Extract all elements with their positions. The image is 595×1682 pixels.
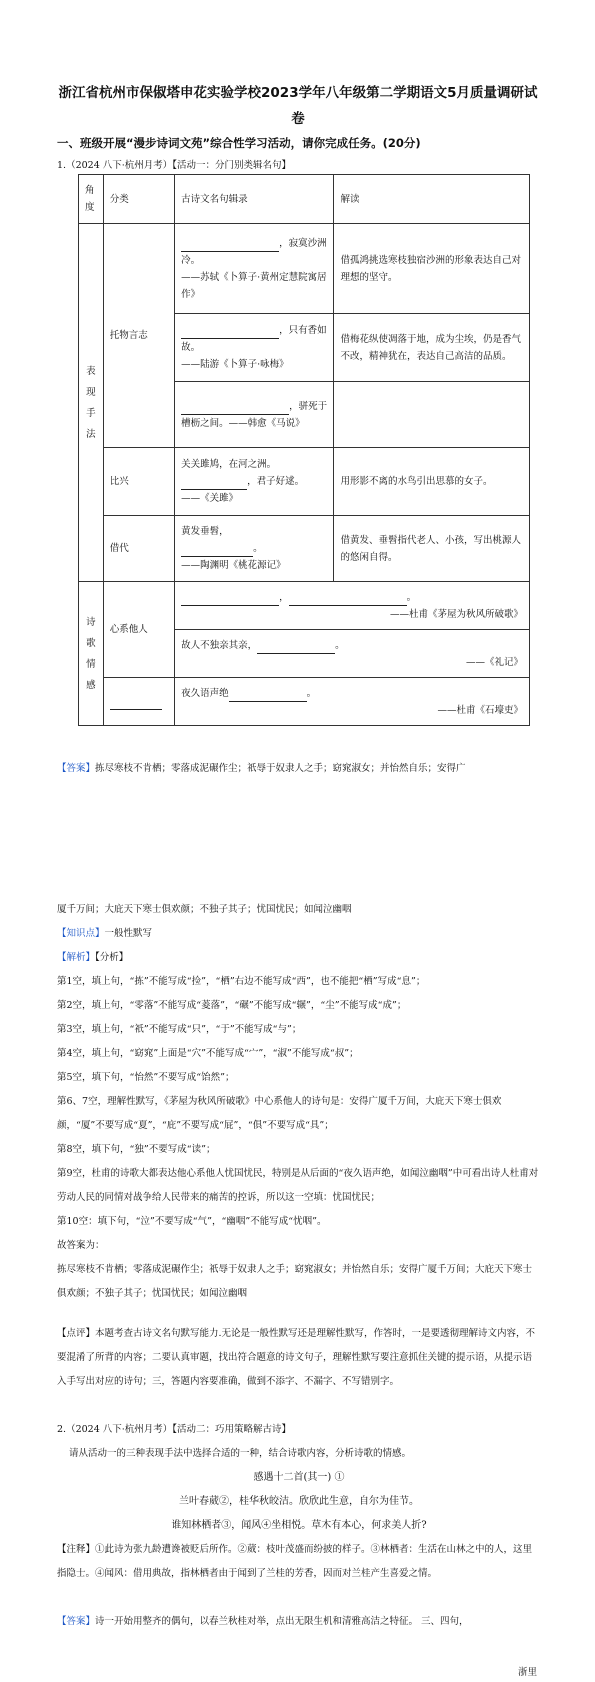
question-1-label: 1.（2024 八下·杭州月考）【活动一：分门别类辑名句】: [57, 160, 292, 171]
quote-2-text: ，只有香如故。: [181, 325, 327, 353]
table-row: [79, 516, 530, 582]
quote-6-end: 。: [406, 591, 417, 603]
poem-title: 感遇十二首(其一) ①: [253, 1472, 345, 1483]
vertical-char: 现: [86, 386, 96, 398]
analysis-line: 第2空，填上句，“零落”不能写成“菱落”，“碾”不能写成“辗”，“尘”不能写成“成”；: [57, 1000, 407, 1011]
quote-4-text: ，君子好逑。: [247, 476, 305, 487]
quote-8-text: 夜久语声绝: [181, 687, 229, 699]
table-row: [79, 582, 530, 630]
analysis-line: 故答案为：: [57, 1240, 105, 1251]
quote-5-text: 。: [253, 543, 263, 554]
answer-text: 拣尽寒枝不肯栖；零落成泥碾作尘；祇辱于奴隶人之手；窈窕淑女；并怡然自乐；安得广: [95, 763, 466, 774]
group-emotion: [79, 582, 104, 726]
analysis-line: 第3空，填上句，“祇”不能写成“只”，“于”不能写成“与”；: [57, 1024, 302, 1035]
vertical-char: 感: [86, 679, 96, 691]
analysis-sub: 【分析】: [95, 952, 129, 963]
quote-cell-1: [175, 224, 334, 314]
header-category: 分类: [103, 175, 174, 224]
blank-9[interactable]: [110, 697, 162, 710]
vertical-char: 手: [86, 407, 96, 419]
blank-1[interactable]: [181, 239, 279, 252]
comment-paragraph: 【点评】本题考查古诗文名句默写能力.无论是一般性默写还是理解性默写，作答时，一是要透彻理解诗文内容，不要混淆了所背的内容；二要认真审题，找出符合题意的诗文句子，理解性默写要注意抓住关键的提示语，从提示语入手写出对应的诗句；三，答题内容要准确，做到不添字、不漏字、不写错别字。: [57, 1328, 536, 1387]
vertical-char: 歌: [86, 637, 96, 649]
poem-line-1: 兰叶春葳②，桂华秋皎洁。欣欣此生意，自尔为佳节。: [179, 1496, 419, 1507]
category-jiedai: 借代: [103, 516, 174, 582]
page-footer: 浙里: [517, 1667, 537, 1678]
quote-6-source: ——杜甫《茅屋为秋风所破歌》: [389, 608, 523, 620]
blank-7[interactable]: [289, 593, 407, 606]
quote-cell-7: [175, 630, 530, 678]
quote-cell-8: [175, 678, 530, 726]
blank-10[interactable]: [229, 689, 307, 702]
quote-7-source: ——《礼记》: [465, 656, 523, 668]
vertical-char: 诗: [86, 616, 96, 628]
category-xinxi: 心系他人: [103, 582, 174, 678]
poem-line-2: 谁知林栖者③，闻风④坐相悦。草木有本心，何求美人折?: [171, 1520, 427, 1531]
poem-notes: 【注释】①此诗为张九龄遭谗被贬后所作。②葳：枝叶茂盛而纷披的样子。③林栖者：生活在山林之中的人，这里指隐士。④闻风：借用典故，指林栖者由于闻到了兰桂的芳香，因而对兰桂产生喜爱之情。: [57, 1544, 533, 1579]
category-tuowu: 托物言志: [103, 224, 174, 448]
quote-cell-4: [175, 448, 334, 516]
quote-6-sep: ，: [279, 591, 289, 603]
analysis-line: 第4空，填上句，“窈窕”上面是“穴”不能写成“宀”，“淑”不能写成“叔”；: [57, 1048, 359, 1059]
quote-7-text: 故人不独亲其亲，: [181, 639, 258, 651]
quote-cell-5: [175, 516, 334, 582]
table-row: [79, 224, 530, 314]
quote-5-line1: 黄发垂髫，: [181, 526, 229, 537]
quote-5-source: ——陶渊明《桃花源记》: [181, 560, 286, 571]
analysis-tag: 【解析】: [57, 952, 96, 963]
answer-2-tag: 【答案】: [57, 1616, 96, 1627]
answer-1: [57, 760, 541, 774]
section-heading: 一、班级开展“漫步诗词文苑”综合性学习活动，请你完成任务。(20分): [57, 136, 421, 150]
category-bixing: 比兴: [103, 448, 174, 516]
quote-1-source: ——苏轼《卜算子·黄州定慧院寓居作》: [181, 271, 327, 300]
note-3-empty: [334, 382, 530, 448]
blank-8[interactable]: [257, 641, 335, 654]
table-header-row: [79, 175, 530, 224]
group-emotion-label: [85, 612, 97, 696]
blank-2[interactable]: [181, 326, 279, 339]
quote-4-source: ——《关雎》: [181, 493, 239, 504]
quote-8-source: ——杜甫《石壕吏》: [437, 704, 523, 716]
blank-3[interactable]: [181, 402, 289, 415]
quote-cell-6: [175, 582, 530, 630]
group-technique: [79, 224, 104, 582]
answer-continued: 厦千万间；大庇天下寒士俱欢颜；不独子其子；忧国忧民；如闻泣幽咽: [57, 904, 352, 915]
header-angle: 角度: [79, 175, 104, 224]
quote-cell-2: [175, 314, 334, 382]
quote-7-end: 。: [335, 639, 345, 651]
analysis-line: 拣尽寒枝不肯栖；零落成泥碾作尘；祇辱于奴隶人之手；窈窕淑女；并怡然自乐；安得广厦千万间；大庇天下寒士俱欢颜；不独子其子；忧国忧民；如闻泣幽咽: [57, 1264, 533, 1299]
blank-5[interactable]: [181, 544, 253, 557]
quote-4-line1: 关关雎鸠，在河之洲。: [181, 459, 277, 470]
note-5: 借黄发、垂髫指代老人、小孩，写出桃源人的悠闲自得。: [334, 516, 530, 582]
quote-2-source: ——陆游《卜算子·咏梅》: [181, 359, 289, 370]
analysis-line: 第9空，杜甫的诗歌大都表达他心系他人忧国忧民，特别是从后面的“夜久语声绝，如闻泣幽咽”中可看出诗人杜甫对劳动人民的同情对战争给人民带来的痛苦的控诉，所以这一空填：忧国忧民；: [57, 1168, 539, 1203]
knowledge-point: [57, 922, 541, 946]
table-row: [79, 678, 530, 726]
quote-1-text: ，寂寞沙洲冷。: [181, 237, 327, 266]
poetry-table: [78, 174, 530, 726]
analysis-line: 第5空，填下句，“怡然”不要写成“饴然”；: [57, 1072, 235, 1083]
knowledge-tag: 【知识点】: [57, 928, 105, 939]
question-2-label: 2.（2024 八下·杭州月考）【活动二：巧用策略解古诗】: [57, 1424, 292, 1435]
category-blank-cell: [103, 678, 174, 726]
note-4: 用形影不离的水鸟引出思慕的女子。: [334, 448, 530, 516]
document-title: 浙江省杭州市保俶塔申花实验学校2023学年八年级第二学期语文5月质量调研试卷: [58, 85, 538, 127]
group-technique-label: [85, 361, 97, 445]
knowledge-text: 一般性默写: [104, 928, 153, 939]
answer-tag: 【答案】: [57, 763, 96, 774]
question-2-intro: 请从活动一的三种表现手法中选择合适的一种，结合诗歌内容，分析诗歌的情感。: [69, 1448, 412, 1459]
answer-2-text: 诗一开始用整齐的偶句，以春兰秋桂对举，点出无限生机和清雅高洁之特征。 三、四句，: [95, 1616, 469, 1627]
vertical-char: 情: [86, 658, 96, 670]
quote-8-end: 。: [306, 687, 317, 699]
analysis-line: 第6、7空，理解性默写，《茅屋为秋风所破歌》中心系他人的诗句是：安得广厦千万间，大庇天下寒士俱欢颜，“厦”不要写成“夏”，“庇”不要写成“屁”，“俱”不要写成“具”；: [57, 1096, 502, 1131]
header-interpretation: 解读: [334, 175, 530, 224]
answer-2: [57, 1610, 541, 1634]
header-quotes: 古诗文名句辑录: [175, 175, 334, 224]
analysis-heading: [57, 946, 541, 970]
quote-3-text: ，骈死于槽枥之间。——韩愈《马说》: [181, 400, 328, 429]
blank-6[interactable]: [181, 593, 279, 606]
table-row: [79, 448, 530, 516]
blank-4[interactable]: [181, 477, 247, 490]
vertical-char: 表: [86, 365, 96, 377]
note-2: 借梅花纵使凋落于地，成为尘埃，仍是香气不改，精神犹在，表达自己高洁的品质。: [334, 314, 530, 382]
note-1: 借孤鸿挑选寒枝独宿沙洲的形象表达自己对理想的坚守。: [334, 224, 530, 314]
quote-cell-3: [175, 382, 334, 448]
analysis-line: 第8空，填下句，“独”不要写成“读”；: [57, 1144, 216, 1155]
analysis-line: 第10空：填下句，“泣”不要写成“气”，“幽咽”不能写成“忧咽”。: [57, 1216, 327, 1227]
analysis-line: 第1空，填上句，“拣”不能写成“捡”，“栖”右边不能写成“西”，也不能把“栖”写成“息”；: [57, 976, 426, 987]
analysis-body: [57, 970, 541, 1306]
vertical-char: 法: [86, 428, 96, 440]
